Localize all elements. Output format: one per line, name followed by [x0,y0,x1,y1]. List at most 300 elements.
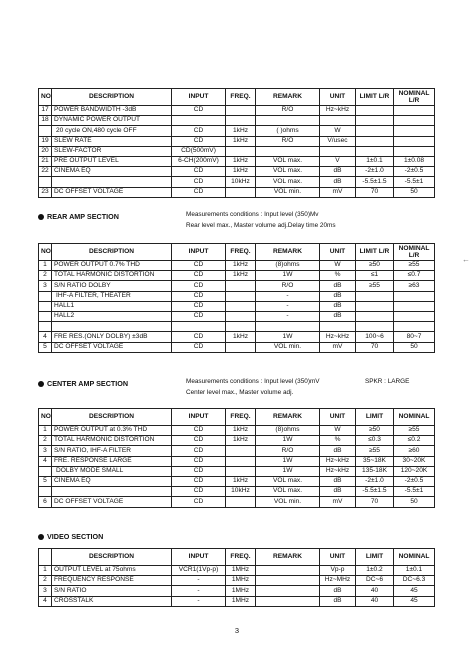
cell-no: 19 [39,136,52,146]
table-header-row [39,409,435,426]
cell-unit: Vp-p [320,566,356,576]
cell-unit: W [320,426,356,436]
cell-unit: dB [320,167,356,177]
table-row [39,322,435,332]
table-row [39,281,435,291]
cell-remark [256,586,320,596]
cell-limit: 70 [356,342,394,352]
cell-remark: VOL max. [256,167,320,177]
cell-no: 1 [39,426,52,436]
header-input: INPUT [172,409,226,426]
cell-no: 1 [39,261,52,271]
header-description: DESCRIPTION [52,89,172,106]
cell-input: CD [172,476,226,486]
cell-unit: mV [320,187,356,197]
cell-no: 4 [39,456,52,466]
cell-limit: 1±0.2 [356,566,394,576]
cell-remark: (8)ohms [256,426,320,436]
cell-limit: ≥55 [356,281,394,291]
cell-input: CD [172,332,226,342]
cell-nominal: -5.5±1 [394,177,435,187]
cell-input: CD [172,446,226,456]
cell-limit [356,126,394,136]
cell-nominal: 30~20K [394,456,435,466]
cell-nominal: 80~7 [394,332,435,342]
cell-nominal [394,116,435,126]
cell-unit: V [320,156,356,166]
cell-unit: Hz~kHz [320,106,356,116]
table-row [39,301,435,311]
table-row [39,426,435,436]
cell-description: 20 cycle ON,480 cycle OFF [52,126,172,136]
cell-no: 3 [39,281,52,291]
cell-unit: dB [320,311,356,321]
cell-freq: 1MHz [226,576,256,586]
table-row [39,456,435,466]
cell-freq: 1kHz [226,436,256,446]
cell-input: CD [172,126,226,136]
cell-description: CROSSTALK [52,596,172,606]
edge-arrow-mark: ← [462,255,470,264]
cell-no [39,177,52,187]
cell-input: CD [172,497,226,507]
table-row [39,497,435,507]
header-input: INPUT [172,244,226,261]
cell-remark: VOL min. [256,187,320,197]
table-row [39,436,435,446]
cell-nominal [394,106,435,116]
header-freq: FREQ. [226,549,256,566]
cell-freq: 1kHz [226,167,256,177]
cell-freq [226,187,256,197]
cell-unit: dB [320,596,356,606]
cell-unit: dB [320,281,356,291]
cell-no: 22 [39,167,52,177]
cell-nominal: 50 [394,497,435,507]
cell-remark: - [256,311,320,321]
cell-description: PRE OUTPUT LEVEL [52,156,172,166]
cell-freq: 1kHz [226,136,256,146]
cell-no [39,322,52,332]
bullet-icon [38,381,44,387]
table-header-row [39,244,435,261]
cell-freq: 1MHz [226,566,256,576]
cell-unit: Hz~kHz [320,466,356,476]
cell-input: CD(500mV) [172,146,226,156]
cell-limit: ≥50 [356,261,394,271]
table-row [39,271,435,281]
header-description: DESCRIPTION [52,409,172,426]
cell-input [172,322,226,332]
spec-table-continued [38,88,435,198]
rear-conditions-1: Measurements conditions : Input level (350)Mv [186,211,319,218]
header-freq: FREQ. [226,89,256,106]
cell-limit: ≤1 [356,271,394,281]
cell-limit: -5.5±1.5 [356,487,394,497]
cell-nominal: 1±0.08 [394,156,435,166]
cell-description: FRE RES.(ONLY DOLBY) ±3dB [52,332,172,342]
header-remark: REMARK [256,409,320,426]
cell-nominal: 1±0.1 [394,566,435,576]
cell-input: CD [172,261,226,271]
cell-input: CD [172,136,226,146]
cell-freq: 1kHz [226,126,256,136]
cell-remark: VOL min. [256,497,320,507]
video-table [38,548,435,607]
cell-no [39,301,52,311]
cell-freq [226,301,256,311]
cell-freq [226,311,256,321]
cell-remark: 1W [256,436,320,446]
video-body [39,566,435,607]
cell-remark: R/O [256,136,320,146]
cell-nominal [394,126,435,136]
cell-freq: 1kHz [226,271,256,281]
cell-nominal: ≤0.7 [394,271,435,281]
cell-input: - [172,596,226,606]
cell-description: IHF-A FILTER, THEATER [52,291,172,301]
cell-limit [356,136,394,146]
cell-remark: VOL max. [256,177,320,187]
cell-no: 17 [39,106,52,116]
cell-remark: 1W [256,456,320,466]
cell-limit: -2±1.0 [356,167,394,177]
cell-limit: -5.5±1.5 [356,177,394,187]
cell-no: 20 [39,146,52,156]
cell-limit: 70 [356,497,394,507]
cell-nominal: 120~20K [394,466,435,476]
cell-description: CINEMA EQ [52,476,172,486]
cell-remark [256,596,320,606]
cell-remark: VOL max. [256,476,320,486]
cell-remark [256,146,320,156]
cell-nominal: ≥63 [394,281,435,291]
cell-no [39,291,52,301]
cell-input: CD [172,426,226,436]
cell-remark: VOL min. [256,342,320,352]
header-nominal: NOMINAL [394,409,435,426]
cell-input: CD [172,436,226,446]
center-body [39,426,435,508]
center-conditions-1: Measurements conditions : Input level (350)mV [186,378,320,385]
table-row [39,291,435,301]
cell-freq: 1kHz [226,156,256,166]
cell-input [172,116,226,126]
header-freq: FREQ. [226,409,256,426]
cell-unit: dB [320,301,356,311]
cell-limit: ≥55 [356,446,394,456]
cell-remark [256,116,320,126]
cell-nominal [394,291,435,301]
cell-no: 4 [39,332,52,342]
table-row [39,311,435,321]
cell-unit: dB [320,446,356,456]
cell-nominal: -2±0.5 [394,167,435,177]
table-row [39,446,435,456]
table-row [39,136,435,146]
cell-no: 5 [39,476,52,486]
cell-nominal: 45 [394,586,435,596]
cell-nominal: -5.5±1 [394,487,435,497]
table-row [39,261,435,271]
cell-unit: dB [320,586,356,596]
table-row [39,566,435,576]
cell-nominal: 50 [394,342,435,352]
table-row [39,586,435,596]
cell-limit: DC~6 [356,576,394,586]
cell-freq [226,116,256,126]
header-remark: REMARK [256,89,320,106]
cell-input: CD [172,281,226,291]
cell-no: 1 [39,566,52,576]
cell-input: CD [172,187,226,197]
cell-freq: 1kHz [226,261,256,271]
cell-unit: dB [320,291,356,301]
cell-unit: W [320,126,356,136]
cell-nominal: 45 [394,596,435,606]
cell-nominal [394,301,435,311]
table-header-row [39,549,435,566]
cell-description: SLEW RATE [52,136,172,146]
table-row [39,106,435,116]
cell-input: 6-CH(200mV) [172,156,226,166]
header-unit: UNIT [320,409,356,426]
cell-description: FREQUENCY RESPONSE [52,576,172,586]
cell-description: FRE. RESPONSE LARGE [52,456,172,466]
cell-no: 21 [39,156,52,166]
header-input: INPUT [172,549,226,566]
cell-unit: mV [320,497,356,507]
cell-limit: 40 [356,596,394,606]
header-no [39,549,52,566]
table-row [39,576,435,586]
cell-remark: 1W [256,271,320,281]
cell-freq: 1kHz [226,426,256,436]
cell-limit: 135-18K [356,466,394,476]
header-remark: REMARK [256,549,320,566]
cell-remark [256,576,320,586]
cell-remark [256,566,320,576]
cell-description: DC OFFSET VOLTAGE [52,187,172,197]
cell-nominal [394,311,435,321]
cell-limit [356,116,394,126]
cell-no: 3 [39,446,52,456]
cell-nominal: ≥55 [394,426,435,436]
cell-unit [320,116,356,126]
cell-unit: mV [320,342,356,352]
cell-description: S/N RATIO [52,586,172,596]
header-nominal: NOMINAL L/R [394,89,435,106]
table-row [39,177,435,187]
cell-nominal: ≤0.2 [394,436,435,446]
cell-unit: Hz~MHz [320,576,356,586]
table-row [39,156,435,166]
cell-description: POWER OUTPUT at 0.3% THD [52,426,172,436]
rear-body [39,261,435,353]
header-no: NO [39,89,52,106]
cell-nominal: 50 [394,187,435,197]
cell-input: CD [172,466,226,476]
cell-input: - [172,576,226,586]
header-unit: UNIT [320,244,356,261]
table-row [39,466,435,476]
cell-input: CD [172,456,226,466]
table-row [39,332,435,342]
cell-description [52,322,172,332]
cell-nominal: DC~6.3 [394,576,435,586]
cell-no: 2 [39,576,52,586]
cell-no [39,311,52,321]
cell-limit: 100~6 [356,332,394,342]
cell-limit: 1±0.1 [356,156,394,166]
cell-unit: dB [320,476,356,486]
cell-description [52,177,172,187]
cell-no: 3 [39,586,52,596]
page-number: 3 [234,626,240,635]
cell-no: 2 [39,271,52,281]
cell-remark: VOL max. [256,156,320,166]
header-limit: LIMIT L/R [356,89,394,106]
rear-conditions-2: Rear level max., Master volume adj.Delay time 20ms [186,222,336,229]
cell-no: 18 [39,116,52,126]
cell-remark: ( )ohms [256,126,320,136]
table-row [39,596,435,606]
table-header-row [39,89,435,106]
cell-input: CD [172,311,226,321]
cell-limit [356,106,394,116]
cell-nominal [394,146,435,156]
cell-no: 5 [39,342,52,352]
cell-freq: 10kHz [226,487,256,497]
cell-limit [356,322,394,332]
center-section-title: CENTER AMP SECTION [38,379,128,388]
cell-description: DC OFFSET VOLTAGE [52,497,172,507]
cell-no [39,466,52,476]
cell-input: CD [172,487,226,497]
header-description: DESCRIPTION [52,549,172,566]
cell-description [52,487,172,497]
cell-remark [256,322,320,332]
header-description: DESCRIPTION [52,244,172,261]
cell-input: CD [172,342,226,352]
cell-unit: Hz~kHz [320,332,356,342]
cell-freq [226,291,256,301]
header-no: NO [39,409,52,426]
cell-description: POWER BANDWIDTH -3dB [52,106,172,116]
cell-input: CD [172,301,226,311]
table-row [39,476,435,486]
header-limit: LIMIT [356,409,394,426]
table-row [39,187,435,197]
cell-description: DOLBY MODE SMALL [52,466,172,476]
cell-limit: ≥50 [356,426,394,436]
cell-description: TOTAL HARMONIC DISTORTION [52,436,172,446]
cell-limit: 40 [356,586,394,596]
header-unit: UNIT [320,89,356,106]
cell-freq: 10kHz [226,177,256,187]
cell-limit: -2±1.0 [356,476,394,486]
cell-freq [226,342,256,352]
cell-description: POWER OUTPUT 0.7% THD [52,261,172,271]
cell-no: 2 [39,436,52,446]
cell-description: SLEW-FACTOR [52,146,172,156]
cell-input: - [172,586,226,596]
cell-freq: 1kHz [226,476,256,486]
bullet-icon [38,214,44,220]
cell-remark: 1W [256,466,320,476]
cell-no: 6 [39,497,52,507]
table-row [39,146,435,156]
header-limit: LIMIT L/R [356,244,394,261]
table-row [39,487,435,497]
cell-freq [226,281,256,291]
table1-body [39,106,435,198]
header-limit: LIMIT [356,549,394,566]
header-unit: UNIT [320,549,356,566]
cell-freq [226,146,256,156]
cell-limit: ≤0.3 [356,436,394,446]
center-conditions-2: Center level max., Master volume adj. [186,389,294,396]
table-row [39,116,435,126]
cell-remark: R/O [256,281,320,291]
cell-unit: W [320,261,356,271]
cell-nominal [394,322,435,332]
cell-limit [356,311,394,321]
cell-unit: % [320,271,356,281]
bullet-icon [38,534,44,540]
cell-unit: Hz~kHz [320,456,356,466]
cell-limit [356,301,394,311]
cell-limit [356,146,394,156]
table-row [39,342,435,352]
center-amp-table [38,408,435,508]
cell-remark: R/O [256,446,320,456]
rear-section-title: REAR AMP SECTION [38,212,119,221]
cell-unit: dB [320,487,356,497]
cell-remark: - [256,291,320,301]
cell-description: DYNAMIC POWER OUTPUT [52,116,172,126]
cell-unit [320,322,356,332]
cell-freq [226,322,256,332]
cell-remark: R/O [256,106,320,116]
cell-description: S/N RATIO DOLBY [52,281,172,291]
cell-limit: 35~18K [356,456,394,466]
header-nominal: NOMINAL [394,549,435,566]
cell-freq: 1MHz [226,596,256,606]
cell-remark: (8)ohms [256,261,320,271]
table-row [39,126,435,136]
cell-description: TOTAL HARMONIC DISTORTION [52,271,172,281]
cell-freq [226,446,256,456]
cell-unit: % [320,436,356,446]
cell-remark: 1W [256,332,320,342]
cell-freq: 1kHz [226,332,256,342]
cell-description: DC OFFSET VOLTAGE [52,342,172,352]
cell-description: S/N RATIO, IHF-A FILTER [52,446,172,456]
header-remark: REMARK [256,244,320,261]
cell-input: CD [172,291,226,301]
cell-nominal: ≥55 [394,261,435,271]
cell-input: VCR1(1Vp-p) [172,566,226,576]
cell-nominal: -2±0.5 [394,476,435,486]
cell-limit [356,291,394,301]
cell-freq [226,497,256,507]
cell-no: 4 [39,596,52,606]
cell-limit: 70 [356,187,394,197]
cell-input: CD [172,167,226,177]
cell-input: CD [172,106,226,116]
video-section-title: VIDEO SECTION [38,532,103,541]
